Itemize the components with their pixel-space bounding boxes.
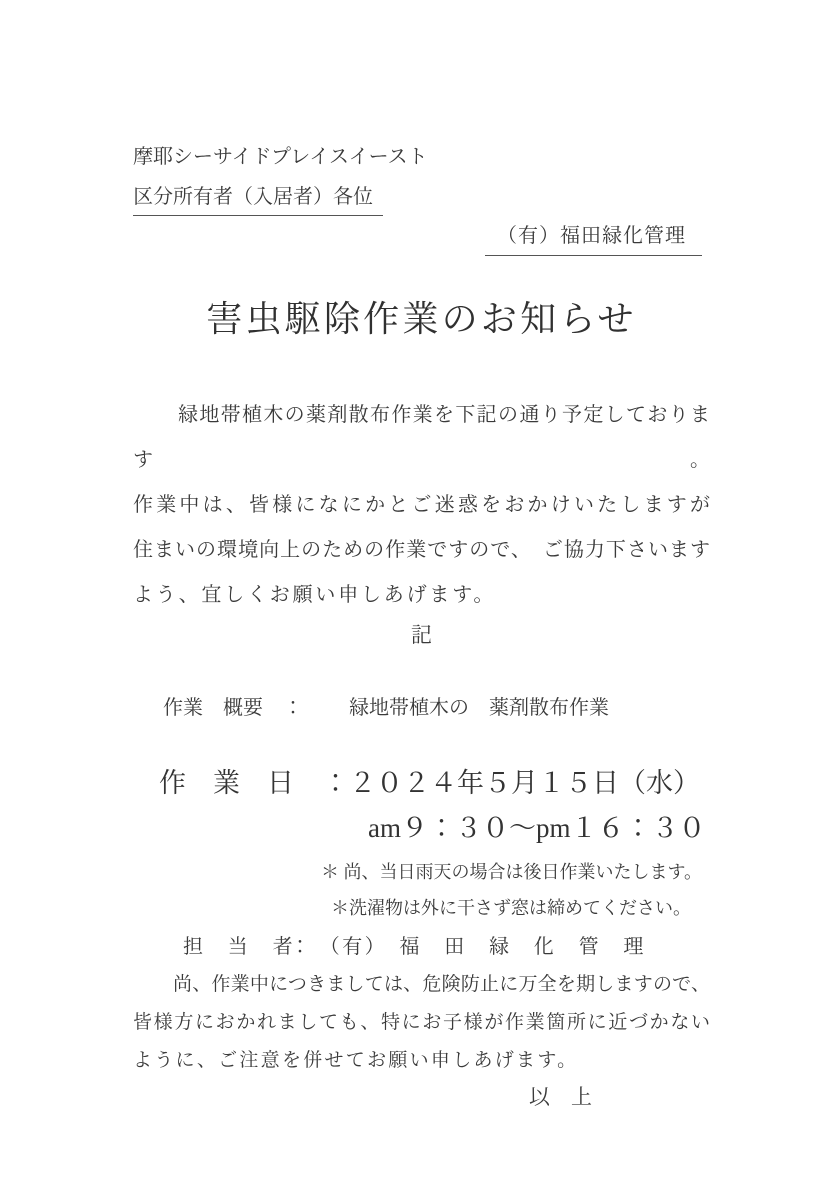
- staff-in-charge-line: 担 当 者： （有） 福 田 緑 化 管 理: [183, 936, 646, 958]
- intro-line-1: 緑地帯植木の薬剤散布作業を下記の通り予定しております。: [133, 404, 710, 471]
- recipient-line: [133, 183, 710, 216]
- work-overview-value: 緑地帯植木の 薬剤散布作業: [349, 697, 609, 719]
- recipient-owners-label: 区分所有者（入居者）各位: [133, 183, 383, 216]
- intro-line-4: よう、宜しくお願い申しあげます。: [133, 584, 497, 606]
- work-time: am９：３０～pm１６：３０: [368, 813, 706, 843]
- work-date-line: [159, 763, 710, 803]
- work-overview-line: [163, 693, 710, 723]
- intro-paragraph: [133, 393, 710, 618]
- notice-title: 害虫駆除作業のお知らせ: [206, 299, 637, 339]
- work-overview-label: 作業 概要 ：: [163, 697, 303, 719]
- laundry-window-note: ＊洗濯物は外に干さず窓は締めてください。: [331, 898, 691, 918]
- closing-marker: 以 上: [529, 1085, 592, 1109]
- sender-row: [133, 222, 710, 256]
- intro-line-2: 作業中は、皆様になにかとご迷惑をおかけいたしますが: [133, 494, 710, 516]
- intro-line-3: 住まいの環境向上のための作業ですので、 ご協力下さいます: [133, 539, 710, 561]
- sender-company-name: （有）福田緑化管理: [485, 222, 702, 256]
- closing-paragraph: [133, 966, 710, 1080]
- work-date-label: 作 業 日: [159, 768, 294, 798]
- closing-line-3: ように、ご注意を併せてお願い申しあげます。: [133, 1050, 579, 1071]
- rain-postponement-note: ＊ 尚、当日雨天の場合は後日作業いたします。: [321, 862, 703, 882]
- closing-line-1: 尚、作業中につきましては、危険防止に万全を期しますので、: [173, 974, 710, 995]
- closing-line-2: 皆様方におかれましても、特にお子様が作業箇所に近づかない: [133, 1012, 710, 1033]
- recipient-building-name: 摩耶シーサイドプレイスイースト: [133, 146, 428, 168]
- record-marker: 記: [411, 623, 432, 647]
- work-date-value: ：２０２４年５月１５日（水）: [322, 768, 700, 798]
